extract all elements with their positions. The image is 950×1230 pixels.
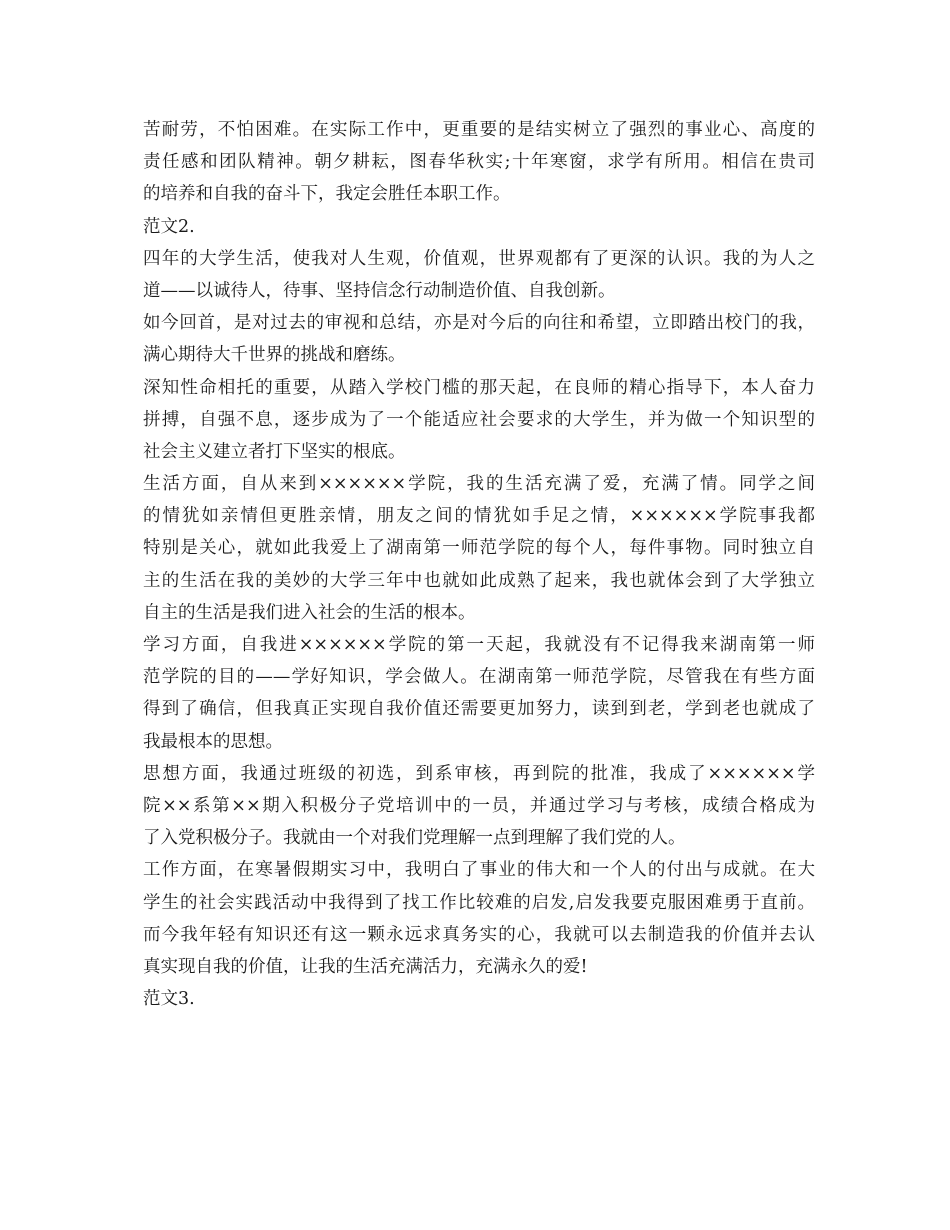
text-line: 如今回首，是对过去的审视和总结，亦是对今后的向往和希望，立即踏出校门的我， [143, 313, 815, 334]
text-line: 思想方面，我通过班级的初选，到系审核，再到院的批准，我成了××××××学 [143, 763, 815, 784]
text-line: 道——以诚待人，待事、坚持信念行动制造价值、自我创新。 [143, 280, 616, 301]
text-line: 深知性命相托的重要，从踏入学校门槛的那天起，在良师的精心指导下，本人奋力 [143, 377, 815, 398]
text-line: 真实现自我的价值，让我的生活充满活力，充满永久的爱! [143, 956, 588, 977]
text-line: 四年的大学生活，使我对人生观，价值观，世界观都有了更深的认识。我的为人之 [143, 248, 815, 269]
text-line: 学生的社会实践活动中我得到了找工作比较难的启发,启发我要克服困难勇于直前。 [143, 892, 815, 913]
section-heading: 范文2. [143, 216, 195, 237]
text-line: 的培养和自我的奋斗下，我定会胜任本职工作。 [143, 184, 511, 205]
text-line: 的情犹如亲情但更胜亲情，朋友之间的情犹如手足之情，××××××学院事我都 [143, 506, 815, 527]
text-line: 拼搏，自强不息，逐步成为了一个能适应社会要求的大学生，并为做一个知识型的 [143, 409, 815, 430]
text-line: 院××系第××期入积极分子党培训中的一员，并通过学习与考核，成绩合格成为 [143, 795, 815, 816]
text-line: 责任感和团队精神。朝夕耕耘，图春华秋实;十年寒窗，求学有所用。相信在贵司 [143, 152, 815, 173]
text-line: 生活方面，自从来到××××××学院，我的生活充满了爱，充满了情。同学之间 [143, 474, 815, 495]
text-line: 我最根本的思想。 [143, 731, 283, 752]
document-body [143, 114, 815, 1015]
text-line: 学习方面，自我进××××××学院的第一天起，我就没有不记得我来湖南第一师 [143, 635, 815, 655]
text-line: 而今我年轻有知识还有这一颗永远求真务实的心，我就可以去制造我的价值并去认 [143, 924, 815, 945]
text-line: 了入党积极分子。我就由一个对我们党理解一点到理解了我们党的人。 [143, 828, 686, 849]
text-line: 社会主义建立者打下坚实的根底。 [143, 441, 406, 462]
text-line: 范学院的目的——学好知识，学会做人。在湖南第一师范学院，尽管我在有些方面 [143, 667, 815, 688]
section-heading: 范文3. [143, 989, 195, 1010]
text-line: 苦耐劳，不怕困难。在实际工作中，更重要的是结实树立了强烈的事业心、高度的 [143, 120, 815, 140]
text-line: 主的生活在我的美妙的大学三年中也就如此成熟了起来，我也就体会到了大学独立 [143, 570, 815, 591]
text-line: 得到了确信，但我真正实现自我价值还需要更加努力，读到到老，学到老也就成了 [143, 699, 815, 720]
text-line: 特别是关心，就如此我爱上了湖南第一师范学院的每个人，每件事物。同时独立自 [143, 538, 815, 559]
text-line: 工作方面，在寒暑假期实习中，我明白了事业的伟大和一个人的付出与成就。在大 [143, 860, 815, 881]
text-line: 自主的生活是我们进入社会的生活的根本。 [143, 602, 476, 623]
text-line: 满心期待大千世界的挑战和磨练。 [143, 345, 406, 366]
